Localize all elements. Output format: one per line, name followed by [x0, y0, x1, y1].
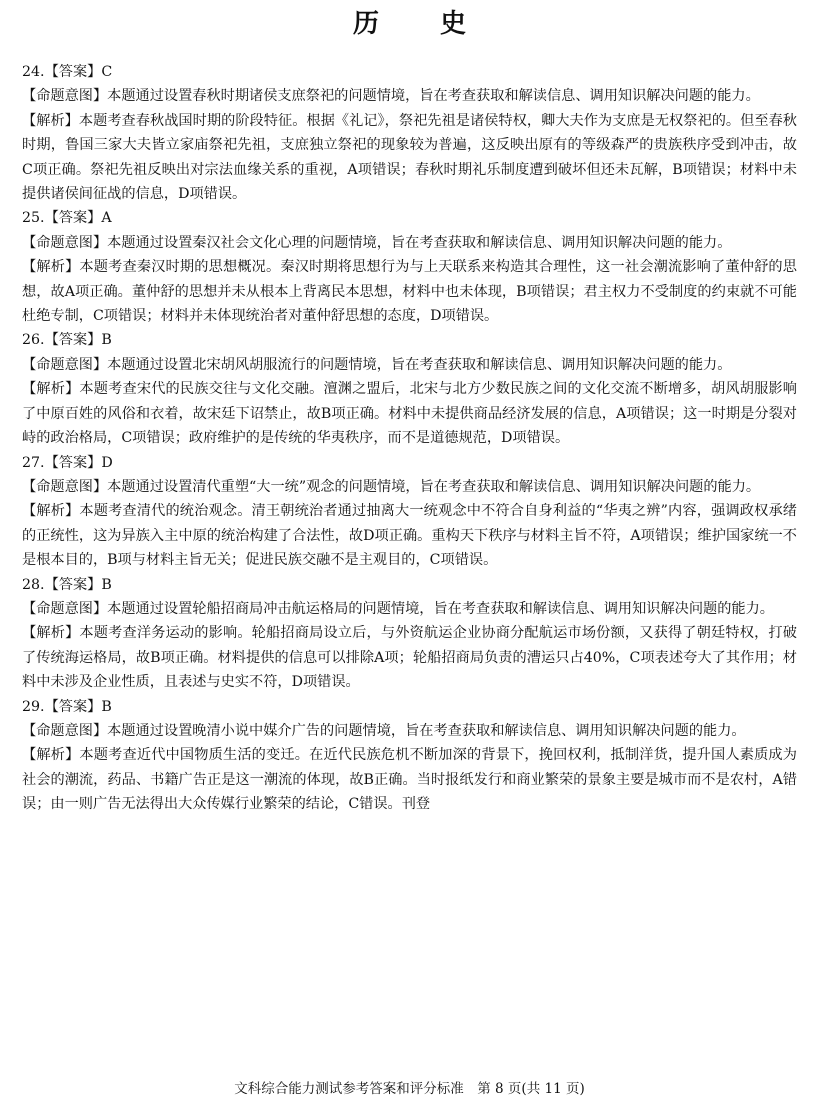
intent-paragraph: [22, 475, 797, 499]
question-27: [22, 451, 797, 573]
intent-text: 本题通过设置北宋胡风胡服流行的问题情境，旨在考查获取和解读信息、调用知识解决问题的能力。: [107, 356, 732, 373]
answer-label: 【答案】C: [44, 64, 113, 80]
intent-text: 本题通过设置晚清小说中媒介广告的问题情境，旨在考查获取和解读信息、调用知识解决问题的能力。: [107, 722, 746, 739]
intent-text: 本题通过设置清代重塑“大一统”观念的问题情境，旨在考查获取和解读信息、调用知识解决问题的能力。: [107, 478, 761, 495]
answer-content: [22, 60, 797, 817]
analysis-label: 【解析】: [22, 259, 80, 276]
question-number: 27.: [22, 454, 45, 471]
answer-label: 【答案】A: [44, 210, 112, 227]
analysis-text: 本题考查秦汉时期的思想概况。秦汉时期将思想行为与上天联系来构造其合理性，这一社会潮流影响了董仲舒的思想，故A项正确。董仲舒的思想并未从根本上背离民本思想，材料中也未体现，B项错误；君主权力不受制度的约束就不可能杜绝专制，C项错误；材料并未体现统治者对董仲舒思想的态度，D项错误。: [22, 259, 797, 325]
intent-label: 【命题意图】: [22, 600, 108, 617]
analysis-label: 【解析】: [22, 747, 80, 764]
question-number: 26.: [22, 332, 45, 349]
analysis-label: 【解析】: [22, 625, 80, 642]
intent-text: 本题通过设置轮船招商局冲击航运格局的问题情境，旨在考查获取和解读信息、调用知识解决问题的能力。: [107, 600, 774, 617]
question-number: 29.: [22, 698, 45, 715]
question-answer-line: [22, 451, 797, 475]
page-footer: 文科综合能力测试参考答案和评分标准 第 8 页(共 11 页): [234, 1081, 585, 1097]
question-25: [22, 206, 797, 328]
intent-paragraph: [22, 597, 797, 621]
analysis-paragraph: [22, 109, 797, 207]
analysis-text: 本题考查春秋战国时期的阶段特征。根据《礼记》，祭祀先祖是诸侯特权，卿大夫作为支庶是无权祭祀的。但至春秋时期，鲁国三家大夫皆立家庙祭祀先祖，支庶独立祭祀的现象较为普遍，这反映出原有的等级森严的贵族秩序受到冲击，故C项正确。祭祀先祖反映出对宗法血缘关系的重视，A项错误；春秋时期礼乐制度遭到破坏但还未瓦解，B项错误；材料中未提供诸侯间征战的信息，D项错误。: [22, 112, 797, 203]
intent-label: 【命题意图】: [22, 234, 108, 251]
question-answer-line: [22, 206, 797, 230]
page-title: 历 史: [352, 9, 493, 39]
analysis-text: 本题考查近代中国物质生活的变迁。在近代民族危机不断加深的背景下，挽回权利，抵制洋货，提升国人素质成为社会的潮流，药品、书籍广告正是这一潮流的体现，故B正确。当时报纸发行和商业繁荣的景象主要是城市而不是农村，A错误；由一则广告无法得出大众传媒行业繁荣的结论，C错误。刊登: [22, 747, 797, 813]
analysis-paragraph: [22, 743, 797, 816]
intent-paragraph: [22, 231, 797, 255]
intent-text: 本题通过设置秦汉社会文化心理的问题情境，旨在考查获取和解读信息、调用知识解决问题的能力。: [107, 234, 732, 251]
answer-label: 【答案】D: [44, 454, 113, 471]
question-answer-line: [22, 60, 797, 84]
analysis-label: 【解析】: [22, 381, 80, 398]
analysis-text: 本题考查洋务运动的影响。轮船招商局设立后，与外资航运企业协商分配航运市场份额，又获得了朝廷特权，打破了传统海运格局，故B项正确。材料提供的信息可以排除A项；轮船招商局负责的漕运只占40%，C项表述夸大了其作用；材料中未涉及企业性质，且表述与史实不符，D项错误。: [22, 625, 797, 691]
intent-label: 【命题意图】: [22, 478, 108, 495]
question-number: 25.: [22, 210, 45, 227]
question-26: [22, 328, 797, 450]
intent-paragraph: [22, 719, 797, 743]
intent-label: 【命题意图】: [22, 88, 108, 105]
question-number: 28.: [22, 576, 45, 593]
intent-paragraph: [22, 84, 797, 108]
analysis-paragraph: [22, 621, 797, 694]
analysis-paragraph: [22, 255, 797, 328]
answer-label: 【答案】B: [44, 332, 112, 349]
intent-label: 【命题意图】: [22, 722, 108, 739]
analysis-label: 【解析】: [22, 503, 80, 520]
question-answer-line: [22, 573, 797, 597]
answer-label: 【答案】B: [44, 576, 112, 593]
analysis-label: 【解析】: [22, 112, 79, 129]
question-number: 24.: [22, 64, 45, 80]
question-24: [22, 60, 797, 206]
answer-label: 【答案】B: [44, 698, 112, 715]
analysis-paragraph: [22, 499, 797, 572]
question-29: [22, 695, 797, 817]
question-answer-line: [22, 695, 797, 719]
analysis-text: 本题考查清代的统治观念。清王朝统治者通过抽离大一统观念中不符合自身利益的“华夷之辨”内容，强调政权承绪的正统性，这为异族入主中原的统治构建了合法性，故D项正确。重构天下秩序与材料主旨不符，A项错误；维护国家统一不是根本目的，B项与材料主旨无关；促进民族交融不是主观目的，C项错误。: [22, 503, 797, 569]
analysis-text: 本题考查宋代的民族交往与文化交融。澶渊之盟后，北宋与北方少数民族之间的文化交流不断增多，胡风胡服影响了中原百姓的风俗和衣着，故宋廷下诏禁止，故B项正确。材料中未提供商品经济发展的信息，A项错误；这一时期是分裂对峙的政治格局，C项错误；政府维护的是传统的华夷秩序，而不是道德规范，D项错误。: [22, 381, 797, 447]
intent-text: 本题通过设置春秋时期诸侯支庶祭祀的问题情境，旨在考查获取和解读信息、调用知识解决问题的能力。: [107, 88, 760, 105]
question-28: [22, 573, 797, 695]
intent-paragraph: [22, 353, 797, 377]
intent-label: 【命题意图】: [22, 356, 108, 373]
analysis-paragraph: [22, 377, 797, 450]
question-answer-line: [22, 328, 797, 352]
